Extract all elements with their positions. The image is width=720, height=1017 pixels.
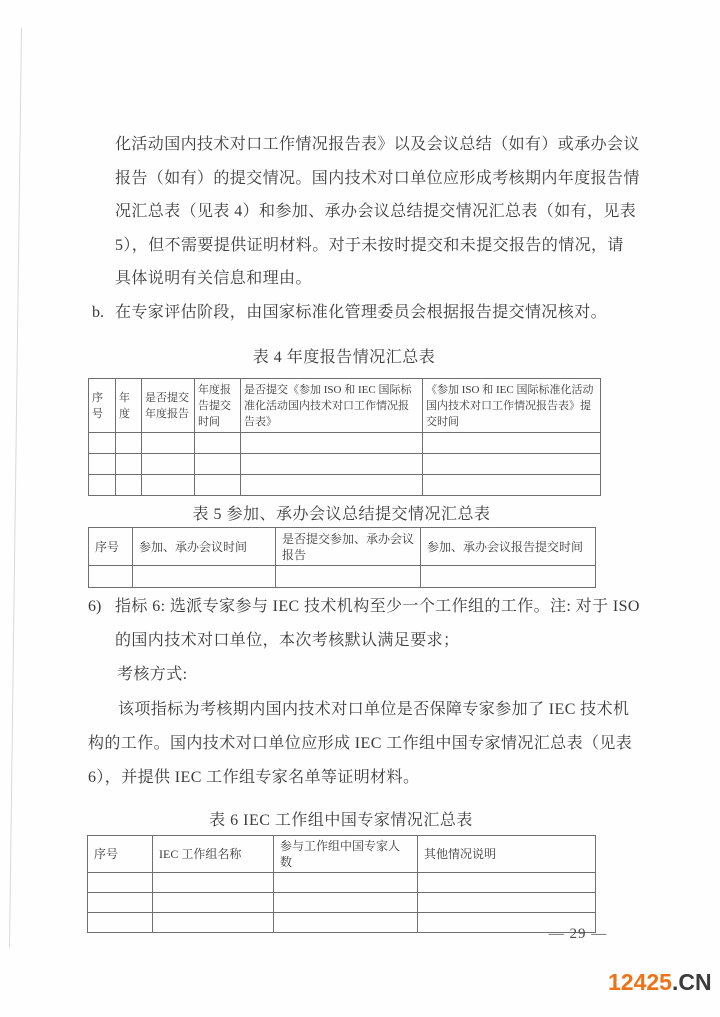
empty-cell	[274, 913, 418, 933]
table4-header-row	[89, 379, 601, 433]
list-marker-b: b.	[92, 304, 104, 321]
column-header: 序号	[88, 836, 153, 873]
empty-cell	[421, 566, 596, 588]
empty-cell	[133, 566, 276, 588]
table6-title: 表 6 IEC 工作组中国专家情况汇总表	[209, 812, 473, 829]
list-item-b-text: 在专家评估阶段，由国家标准化管理委员会根据报告提交情况核对。	[115, 304, 608, 321]
column-header: 参加、承办会议时间	[133, 528, 276, 566]
text-line: 构的工作。国内技术对口单位应形成 IEC 工作组中国专家情况汇总表（见表	[88, 735, 633, 752]
table-row	[89, 475, 601, 496]
watermark-primary-text: 12425	[608, 969, 672, 995]
table6-iec-experts-summary	[87, 835, 596, 933]
text-line: 况汇总表（见表 4）和参加、承办会议总结提交情况汇总表（如有，见表	[115, 203, 637, 220]
column-header: 是否提交《参加 ISO 和 IEC 国际标准化活动国内技术对口工作情况报告表》	[241, 379, 423, 433]
text-line: 具体说明有关信息和理由。	[115, 270, 312, 287]
column-header: 参与工作组中国专家人数	[274, 836, 418, 873]
column-header: 年度	[116, 379, 142, 433]
column-header: 《参加 ISO 和 IEC 国际标准化活动国内技术对口工作情况报告表》提交时间	[423, 379, 601, 433]
table-row	[89, 454, 601, 475]
text-line: 化活动国内技术对口工作情况报告表》以及会议总结（如有）或承办会议	[115, 136, 640, 153]
empty-cell	[418, 893, 596, 913]
scan-artifact-line	[9, 28, 22, 948]
empty-cell	[423, 475, 601, 496]
empty-cell	[153, 873, 274, 893]
empty-cell	[195, 454, 241, 475]
empty-cell	[89, 454, 116, 475]
empty-cell	[89, 566, 133, 588]
column-header: 是否提交参加、承办会议报告	[276, 528, 421, 566]
column-header: 年度报告提交时间	[195, 379, 241, 433]
empty-cell	[142, 475, 195, 496]
assessment-method-label: 考核方式:	[117, 666, 188, 683]
table-row	[88, 893, 596, 913]
empty-cell	[241, 454, 423, 475]
table-row	[88, 873, 596, 893]
watermark-secondary-text: .CN	[671, 969, 712, 995]
text-line: 该项指标为考核期内国内技术对口单位是否保障专家参加了 IEC 技术机	[118, 701, 630, 718]
text-line: 5），但不需要提供证明材料。对于未按时提交和未提交报告的情况，请	[115, 237, 624, 254]
empty-cell	[88, 893, 153, 913]
empty-cell	[116, 475, 142, 496]
table-row	[89, 433, 601, 454]
empty-cell	[418, 873, 596, 893]
column-header: 序号	[89, 379, 116, 433]
list-item-6-text: 指标 6: 选派专家参与 IEC 技术机构至少一个工作组的工作。注: 对于 ISO	[115, 598, 640, 615]
empty-cell	[142, 454, 195, 475]
table-row	[88, 913, 596, 933]
empty-cell	[195, 475, 241, 496]
empty-cell	[423, 454, 601, 475]
list-item-6-text: 的国内技术对口单位，本次考核默认满足要求；	[115, 632, 460, 649]
watermark	[608, 969, 712, 996]
column-header: IEC 工作组名称	[153, 836, 274, 873]
table6-header-row	[88, 836, 596, 873]
table4-title: 表 4 年度报告情况汇总表	[252, 349, 436, 366]
list-marker-6: 6)	[88, 598, 102, 615]
empty-cell	[153, 893, 274, 913]
empty-cell	[142, 433, 195, 454]
empty-cell	[195, 433, 241, 454]
table-row	[89, 566, 596, 588]
empty-cell	[241, 433, 423, 454]
text-line: 报告（如有）的提交情况。国内技术对口单位应形成考核期内年度报告情	[115, 170, 640, 187]
empty-cell	[153, 913, 274, 933]
column-header: 其他情况说明	[418, 836, 596, 873]
table5-header-row	[89, 528, 596, 566]
empty-cell	[274, 893, 418, 913]
table4-annual-report-summary	[88, 378, 601, 496]
empty-cell	[241, 475, 423, 496]
empty-cell	[423, 433, 601, 454]
column-header: 序号	[89, 528, 133, 566]
page-number: — 29 —	[548, 926, 608, 942]
column-header: 参加、承办会议报告提交时间	[421, 528, 596, 566]
empty-cell	[276, 566, 421, 588]
empty-cell	[88, 873, 153, 893]
table5-title: 表 5 参加、承办会议总结提交情况汇总表	[192, 506, 491, 523]
empty-cell	[274, 873, 418, 893]
text-line: 6），并提供 IEC 工作组专家名单等证明材料。	[88, 769, 420, 786]
empty-cell	[116, 454, 142, 475]
column-header: 是否提交年度报告	[142, 379, 195, 433]
empty-cell	[88, 913, 153, 933]
empty-cell	[89, 475, 116, 496]
table5-meeting-summary	[88, 527, 596, 588]
empty-cell	[89, 433, 116, 454]
empty-cell	[116, 433, 142, 454]
